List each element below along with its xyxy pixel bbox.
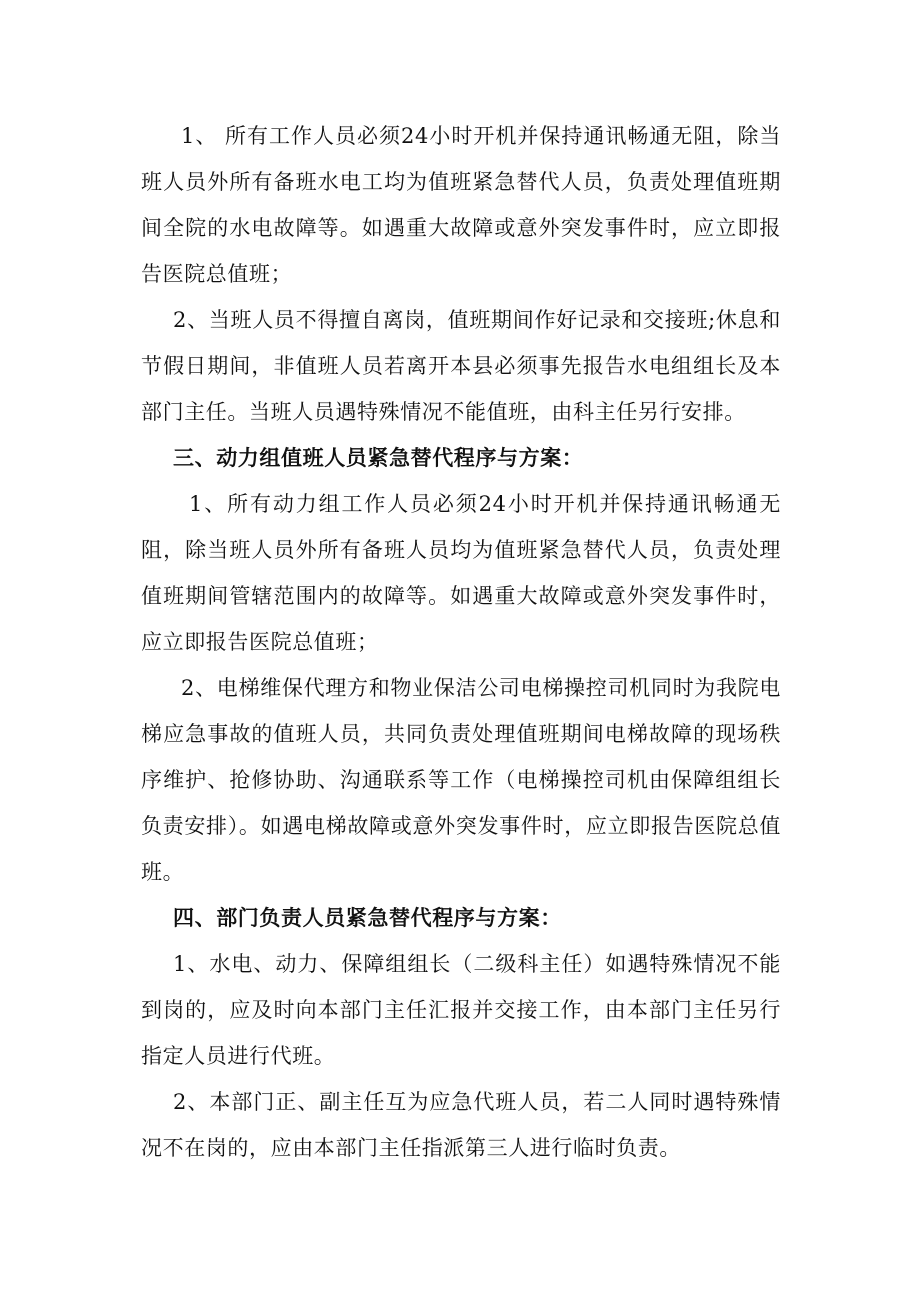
section-heading-power-group: 三、动力组值班人员紧急替代程序与方案： xyxy=(173,445,584,470)
paragraph-water-electric-1: 1、 所有工作人员必须24小时开机并保持通讯畅通无阻，除当班人员外所有备班水电工均为值班紧急替代人员，负责处理值班期间全院的水电故障等。如遇重大故障或意外突发事件时，应立即报告医院总值班； xyxy=(141,124,781,286)
paragraph-power-group-2: 2、电梯维保代理方和物业保洁公司电梯操控司机同时为我院电梯应急事故的值班人员，共同负责处理值班期间电梯故障的现场秩序维护、抢修协助、沟通联系等工作（电梯操控司机由保障组组长负责安排）。如遇电梯故障或意外突发事件时，应立即报告医院总值班。 xyxy=(141,676,781,884)
document-page xyxy=(141,113,781,1171)
paragraph-water-electric-2: 2、当班人员不得擅自离岗，值班期间作好记录和交接班;休息和节假日期间，非值班人员若离开本县必须事先报告水电组组长及本部门主任。当班人员遇特殊情况不能值班，由科主任另行安排。 xyxy=(141,308,781,424)
section-heading-department-heads: 四、部门负责人员紧急替代程序与方案： xyxy=(173,905,562,930)
paragraph-department-heads-2: 2、本部门正、副主任互为应急代班人员，若二人同时遇特殊情况不在岗的，应由本部门主任指派第三人进行临时负责。 xyxy=(141,1090,781,1160)
paragraph-power-group-1: 1、所有动力组工作人员必须24小时开机并保持通讯畅通无阻，除当班人员外所有备班人员均为值班紧急替代人员，负责处理值班期间管辖范围内的故障等。如遇重大故障或意外突发事件时，应立即报告医院总值班； xyxy=(141,492,781,654)
paragraph-department-heads-1: 1、水电、动力、保障组组长（二级科主任）如遇特殊情况不能到岗的，应及时向本部门主任汇报并交接工作，由本部门主任另行指定人员进行代班。 xyxy=(141,952,781,1068)
